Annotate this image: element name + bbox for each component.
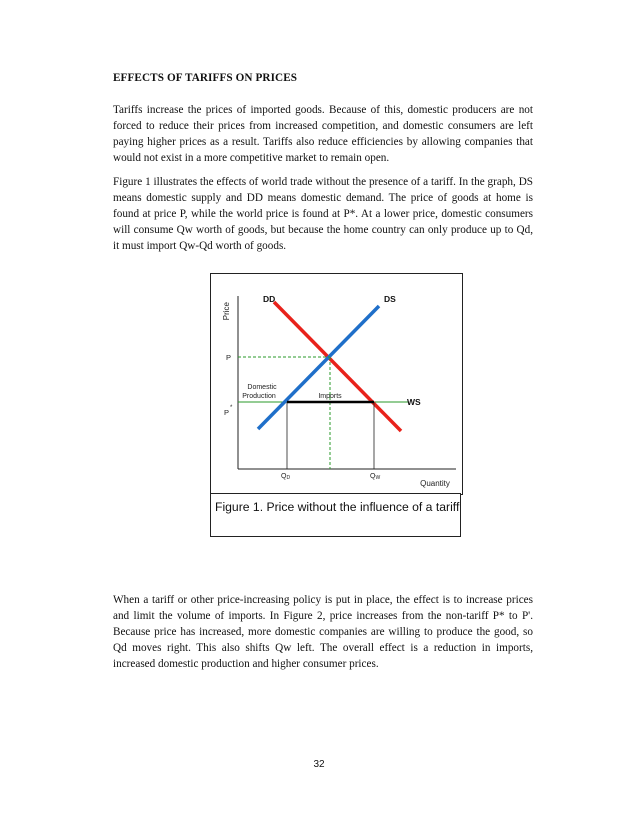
y-axis-label: Price (222, 302, 231, 321)
supply-demand-diagram (211, 274, 462, 494)
demand-curve (274, 302, 401, 431)
world-supply-label: WS (407, 397, 421, 407)
figure-caption: Figure 1. Price without the influence of a tariff (215, 500, 460, 514)
paragraph-figure-explanation: Figure 1 illustrates the effects of world trade without the presence of a tariff. In the graph, DS means domestic supply and DD means domestic demand. The price of goods at home is found at price P, while the world price is found at P*. At a lower price, domestic consumers will consume Qw worth of goods, but because the home country can only produce up to Qd, it must import Qw-Qd worth of goods. (113, 176, 533, 252)
world-price-star: * (230, 405, 233, 411)
imports-label: Imports (318, 393, 342, 400)
supply-curve (258, 306, 379, 429)
domestic-production-label-line1: Domestic (247, 384, 277, 391)
supply-label: DS (384, 294, 396, 304)
paragraph-tariffs-intro: Tariffs increase the prices of imported goods. Because of this, domestic producers are not forced to reduce their prices from increased competition, and domestic consumers are left paying higher prices as a result. Tariffs also reduce efficiencies by allowing companies that would not exist in a more competitive market to remain open. (113, 104, 533, 164)
price-label: P (226, 353, 232, 362)
x-axis-label: Quantity (420, 479, 450, 488)
section-heading: EFFECTS OF TARIFFS ON PRICES (113, 72, 298, 84)
page-number: 32 (313, 759, 325, 770)
world-price-label: P (224, 408, 230, 417)
qd-label: QD (281, 473, 291, 481)
figure-1-graph (210, 273, 463, 495)
figure-caption-box (210, 493, 461, 537)
paragraph-tariff-effect: When a tariff or other price-increasing policy is put in place, the effect is to increase prices and limit the volume of imports. In Figure 2, price increases from the non-tariff P* to P'. Because price has increased, more domestic companies are willing to produce the good, so Qd moves right. This also shifts Qw left. The overall effect is a reduction in imports, increased domestic production and higher consumer prices. (113, 594, 533, 670)
domestic-production-label-line2: Production (242, 393, 276, 400)
qw-label: QW (370, 473, 381, 481)
demand-label: DD (263, 294, 276, 304)
